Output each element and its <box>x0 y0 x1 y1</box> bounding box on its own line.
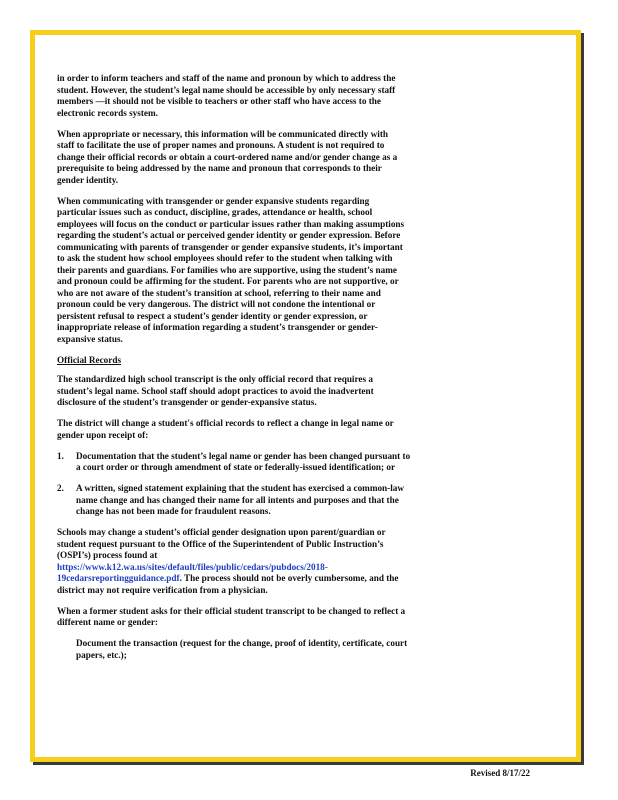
paragraph-ospi-process <box>57 527 557 596</box>
bullet-item-document-transaction <box>57 638 557 661</box>
text-line: student request pursuant to the Office of the Superintendent of Public Instruction’s <box>57 538 384 549</box>
text-line: Document the transaction (request for the change, proof of identity, certificate, court <box>76 638 408 648</box>
list-item-documentation <box>57 451 557 474</box>
text-line: A written, signed statement explaining that the student has exercised a common-law <box>76 483 405 493</box>
text-line: staff to facilitate the use of proper names and pronouns. A student is not required to <box>57 140 385 150</box>
list-number: 2. <box>57 483 64 493</box>
text-line: electronic records system. <box>57 107 158 118</box>
text-line: When a former student asks for their official student transcript to be changed to reflect a <box>57 605 406 616</box>
text-line: expansive status. <box>57 333 123 344</box>
text-line: persistent refusal to respect a student’s gender identity or gender expression, or <box>57 310 368 321</box>
text-line: different name or gender: <box>57 617 158 627</box>
text-line: regarding the student’s actual or perceived gender identity or gender expression. Before <box>57 230 401 240</box>
text-line: student. However, the student’s legal name should be accessible by only necessary staff <box>57 84 396 95</box>
list-item-written-statement <box>57 483 557 518</box>
text-line: name change and has changed their name for all intents and purposes and that the <box>76 494 399 505</box>
text-line: pronoun could be very dangerous. The district will not condone the intentional or <box>57 299 376 309</box>
paragraph-standardized-transcript <box>57 374 557 409</box>
text-line: gender upon receipt of: <box>57 429 149 440</box>
text-line: a court order or through amendment of state or federally-issued identification; or <box>76 462 396 472</box>
list-number: 1. <box>57 450 64 461</box>
text-line: to ask the student how school employees should refer to the student when talking with <box>57 253 393 263</box>
text-line: prerequisite to being addressed by the name and pronoun that corresponds to their <box>57 163 382 173</box>
text-line: communicating with parents of transgender or gender expansive students, it’s important <box>57 241 403 252</box>
paragraph-communicating-with-parents <box>57 196 557 346</box>
paragraph-former-student <box>57 606 557 629</box>
text-line: Schools may change a student’s official gender designation upon parent/guardian or <box>57 527 386 537</box>
text-line: When appropriate or necessary, this information will be communicated directly with <box>57 128 388 139</box>
ospi-guidance-link-continued[interactable]: 19cedarsreportingguidance.pdf <box>57 573 180 583</box>
text-line: who are not aware of the student’s transition at school, referring to their name and <box>57 287 381 298</box>
text-line: disclosure of the student’s transgender or gender-expansive status. <box>57 397 317 407</box>
paragraph-district-records-change <box>57 418 557 441</box>
bullet-glyph-icon <box>57 638 76 661</box>
text-line: inappropriate release of information regarding a student’s transgender or gender- <box>57 322 378 332</box>
revision-date: Revised 8/17/22 <box>470 768 530 778</box>
text-line: When communicating with transgender or gender expansive students regarding <box>57 195 370 206</box>
text-line: The standardized high school transcript is the only official record that requires a <box>57 374 373 384</box>
page-frame <box>30 30 581 778</box>
paragraph-legal-name-access <box>57 73 557 119</box>
text-line: change has not been made for fraudulent reasons. <box>76 506 271 516</box>
text-line: gender identity. <box>57 174 119 185</box>
text-fragment: . The process should not be overly cumbersome, and the <box>179 573 399 583</box>
paragraph-communication-with-staff <box>57 129 557 187</box>
text-line: and pronoun could be affirming for the student. For parents who are not supportive, or <box>57 276 399 286</box>
text-line: employees will focus on the conduct or particular issues rather than making assumptions <box>57 218 405 229</box>
text-line: members —it should not be visible to teachers or other staff who have access to the <box>57 96 381 106</box>
text-line: particular issues such as conduct, discipline, grades, attendance or health, school <box>57 207 373 217</box>
section-heading-official-records: Official Records <box>57 354 122 365</box>
text-line: student’s legal name. School staff should adopt practices to avoid the inadvertent <box>57 385 374 396</box>
text-line: in order to inform teachers and staff of the name and pronoun by which to address the <box>57 73 396 83</box>
text-line: change their official records or obtain a court-ordered name and/or gender change as a <box>57 151 398 162</box>
document-body <box>57 73 557 671</box>
text-line: (OSPI’s) process found at <box>57 550 158 560</box>
text-line: district may not require verification from a physician. <box>57 584 268 595</box>
text-line: papers, etc.); <box>76 649 127 660</box>
text-line: The district will change a student's official records to reflect a change in legal name or <box>57 418 394 428</box>
ospi-guidance-link[interactable]: https://www.k12.wa.us/sites/default/files/public/cedars/pubdocs/2018- <box>57 561 328 572</box>
text-line: Documentation that the student’s legal name or gender has been changed pursuant to <box>76 450 411 461</box>
text-line: their parents and guardians. For families who are supportive, using the student’s name <box>57 264 397 275</box>
